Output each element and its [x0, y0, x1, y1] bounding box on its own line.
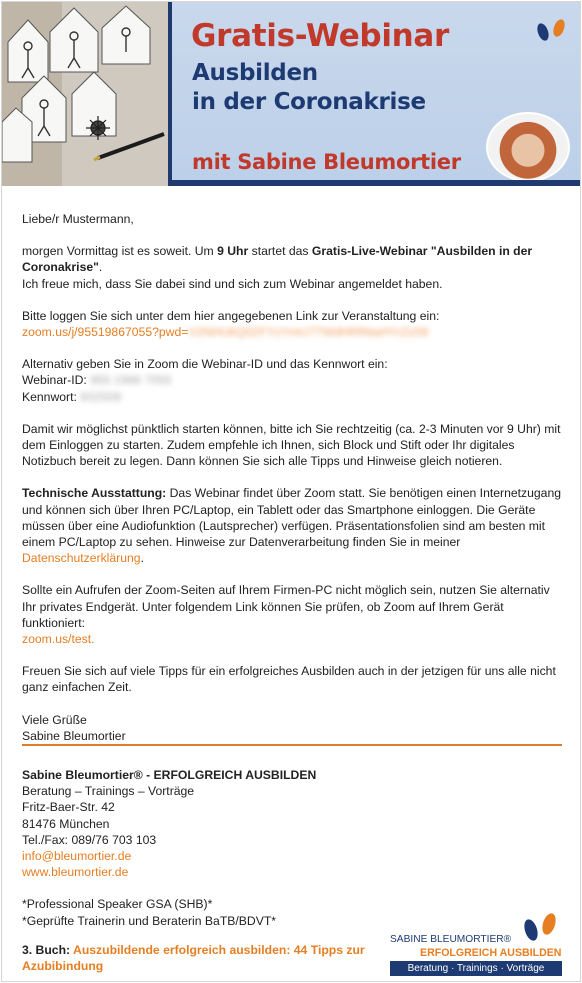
password-redacted: 932509 [80, 389, 121, 404]
certification-2: *Geprüfte Trainerin und Beraterin BaTB/BDVT* [22, 913, 277, 928]
email-link[interactable]: info@bleumortier.de [22, 849, 132, 864]
email-footer [22, 767, 562, 929]
banner-photo-houses [2, 2, 168, 186]
zoom-test-link[interactable]: zoom.us/test. [22, 632, 95, 647]
email-body [22, 211, 562, 744]
phone: Tel./Fax: 089/76 703 103 [22, 832, 157, 847]
company-name: Sabine Bleumortier® - ERFOLGREICH AUSBILDEN [22, 768, 317, 782]
certification-1: *Professional Speaker GSA (SHB)* [22, 897, 213, 912]
banner-presenter: mit Sabine Bleumortier [192, 150, 461, 174]
logo-name: SABINE BLEUMORTIER® [390, 934, 512, 945]
logo-services: Beratung · Trainings · Vorträge [390, 961, 562, 976]
signature: Viele Grüße Sabine Bleumortier [22, 712, 126, 743]
paragraph-credentials: Alternativ geben Sie in Zoom die Webinar-ID und das Kennwort ein: Webinar-ID: 955 1986 7055 Kennwort: 932509 [22, 357, 388, 404]
paper-houses-illustration [2, 2, 168, 186]
website-link[interactable]: www.bleumortier.de [22, 865, 129, 880]
webinar-id-redacted: 955 1986 7055 [90, 373, 172, 388]
paragraph-intro: morgen Vormittag ist es soweit. Um 9 Uhr startet das Gratis-Live-Webinar "Ausbilden in der Coronakrise". Ich freue mich, dass Sie dabei sind und sich zum Webinar angemeldet haben. [22, 244, 533, 291]
address-street: Fritz-Baer-Str. 42 [22, 800, 115, 815]
webinar-name: Gratis-Live-Webinar "Ausbilden in der Coronakrise" [22, 244, 533, 275]
paragraph-outlook: Freuen Sie sich auf viele Tipps für ein erfolgreiches Ausbilden auch in der jetzigen für uns alle nicht ganz einfachen Zeit. [22, 664, 556, 695]
paragraph-login: Bitte loggen Sie sich unter dem hier angegebenen Link zur Veranstaltung ein: zoom.us/j/95519867055?pwd=V2NHUkQ0ZFYzYmU7TWdHRlNtaHYrZz09 [22, 308, 440, 340]
greeting: Liebe/r Mustermann, [22, 212, 134, 226]
logo-claim: ERFOLGREICH AUSBILDEN [420, 947, 562, 959]
address-city: 81476 München [22, 816, 110, 831]
banner-text-panel [172, 2, 581, 186]
footprints-logo-icon [518, 910, 562, 944]
book-promo: 3. Buch: Auszubildende erfolgreich ausbilden: 44 Tipps zur Azubibindung [22, 943, 365, 974]
privacy-policy-link[interactable]: Datenschutzerklärung [22, 551, 141, 566]
webinar-time: 9 Uhr [217, 244, 249, 259]
paragraph-zoom-test: Sollte ein Aufrufen der Zoom-Seiten auf Ihrem Firmen-PC nicht möglich sein, nutzen Sie alternativ Ihr privates Endgerät. Unter folgendem Link können Sie prüfen, ob Zoom auf Ihrem Gerät funktioniert: zoom.us/test. [22, 583, 550, 647]
zoom-link-redacted: V2NHUkQ0ZFYzYmU7TWdHRlNtaHYrZz09 [188, 325, 429, 340]
footer-divider [22, 744, 562, 746]
banner-title: Gratis-Webinar [191, 18, 450, 54]
company-logo [390, 910, 562, 976]
company-tagline: Beratung – Trainings – Vorträge [22, 784, 195, 799]
email-view [1, 1, 581, 982]
footprints-icon [532, 18, 572, 44]
presenter-portrait [486, 112, 570, 182]
paragraph-punctuality: Damit wir möglichst pünktlich starten können, bitte ich Sie rechtzeitig (ca. 2-3 Minuten vor 9 Uhr) mit dem Einloggen zu starten. Zudem empfehle ich Ihnen, sich Block und Stift oder Ihr digitales Notizbuch bereit zu legen. Dann können Sie sich alle Tipps und Hinweise gleich notieren. [22, 421, 561, 469]
paragraph-technical: Technische Ausstattung: Das Webinar findet über Zoom statt. Sie benötigen einen Internetzugang und können sich über Ihren PC/Laptop, ein Tablett oder das Smartphone einloggen. Die Geräte müssen über eine Audiofunktion (Lautsprecher) verfügen. Präsentationsfolien sind am besten mit einem PC/Laptop zu sehen. Hinweise zur Datenverarbeitung finden Sie in meiner Datenschutzerklärung. [22, 486, 561, 566]
book-link[interactable]: Auszubildende erfolgreich ausbilden: 44 Tipps zur Azubibindung [22, 943, 365, 974]
banner-subtitle-2: in der Coronakrise [192, 89, 426, 115]
zoom-link[interactable]: zoom.us/j/95519867055?pwd=V2NHUkQ0ZFYzYmU7TWdHRlNtaHYrZz09 [22, 325, 429, 340]
banner-subtitle-1: Ausbilden [192, 60, 318, 86]
webinar-banner [2, 2, 581, 186]
